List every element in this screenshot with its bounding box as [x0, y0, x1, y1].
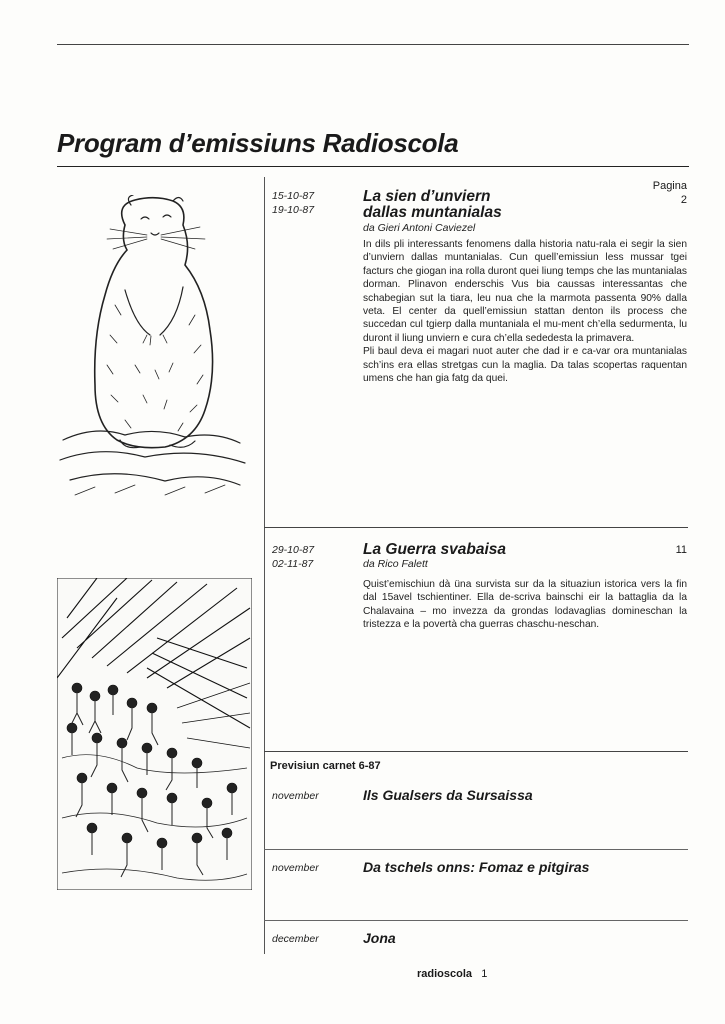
footer-brand: radioscola — [417, 968, 473, 980]
marmot-illustration — [55, 195, 250, 510]
entry-divider — [264, 527, 688, 528]
preview-item-1-title: Ils Gualsers da Sursaissa — [363, 787, 533, 803]
entry-2-date-1: 29-10-87 — [272, 544, 315, 556]
preview-item-2-title: Da tschels onns: Fomaz e pitgiras — [363, 859, 590, 875]
preview-rule-1 — [264, 849, 688, 850]
footer-page-number: 1 — [481, 968, 488, 980]
footer — [417, 968, 487, 980]
top-rule — [57, 44, 689, 45]
battle-woodcut-illustration — [57, 578, 252, 890]
entry-2-author: da Rico Falett — [363, 558, 428, 570]
entry-1-date-1: 15-10-87 — [272, 190, 315, 202]
entry-1-title-line-1: La sien d’unviern — [363, 188, 491, 205]
entry-1-author: da Gieri Antoni Caviezel — [363, 222, 476, 234]
preview-item-2-month: november — [272, 862, 319, 874]
preview-item-3-month: december — [272, 933, 319, 945]
entry-2-title: La Guerra svabaisa — [363, 541, 507, 558]
preview-divider — [264, 751, 688, 752]
entry-1-date-2: 19-10-87 — [272, 204, 315, 216]
preview-label: Previsiun carnet 6-87 — [270, 760, 381, 772]
entry-1-paragraph-2: Pli baul deva ei magari nuot auter che dad ir e ca-var ora muntanialas sch’ins era ellas stretgas cun la maglia. Da talas scopertas raquentan umens che han gia fatg da quei. — [363, 346, 687, 385]
preview-item-1-month: november — [272, 790, 319, 802]
preview-item-3-title: Jona — [363, 930, 396, 946]
entry-1-page: 2 — [680, 194, 687, 206]
pagina-label: Pagina — [652, 180, 687, 192]
entry-2-page: 11 — [675, 544, 687, 556]
entry-1-paragraph-1: In dils pli interessants fenomens dalla historia natu-rala ei segir la sien d’unviern dallas muntanialas. Cun quell’emissiun less mussar tgei facturs che giogan ina rolla duront quei liung temps che las muntanialas dorman. Plinavon enderschis Vus bia caussas interessantas che schabegian sut la tiara, leu nua che la marmota passenta 90% dalla veta. El center da quell’emissiun stattan denton ils process che succedan cul tgierp dalla muntaniala el mu-ment ch’ella sedurmenta, lu duront il liung unviern e cura ch’ella sededesta la primavera. — [363, 239, 687, 344]
column-divider — [264, 177, 265, 954]
page-title: Program d’emissiuns Radioscola — [57, 128, 459, 158]
entry-2-body — [363, 578, 687, 632]
entry-2-paragraph-1: Quist’emischiun dà üna survista sur da la situaziun istorica vers la fin dal 15avel tschientiner. Ella de-scriva bainschi eir la battaglia da la Chalavaina – mo invezza da grondas lodavaglias domineschan la tristezza e la povertà cha guerras chaschu-neschan. — [363, 579, 687, 631]
title-underline — [57, 166, 689, 167]
preview-rule-2 — [264, 920, 688, 921]
entry-1-title-line-2: dallas muntanialas — [363, 204, 502, 221]
entry-2-date-2: 02-11-87 — [272, 558, 314, 570]
entry-1-body — [363, 238, 687, 385]
